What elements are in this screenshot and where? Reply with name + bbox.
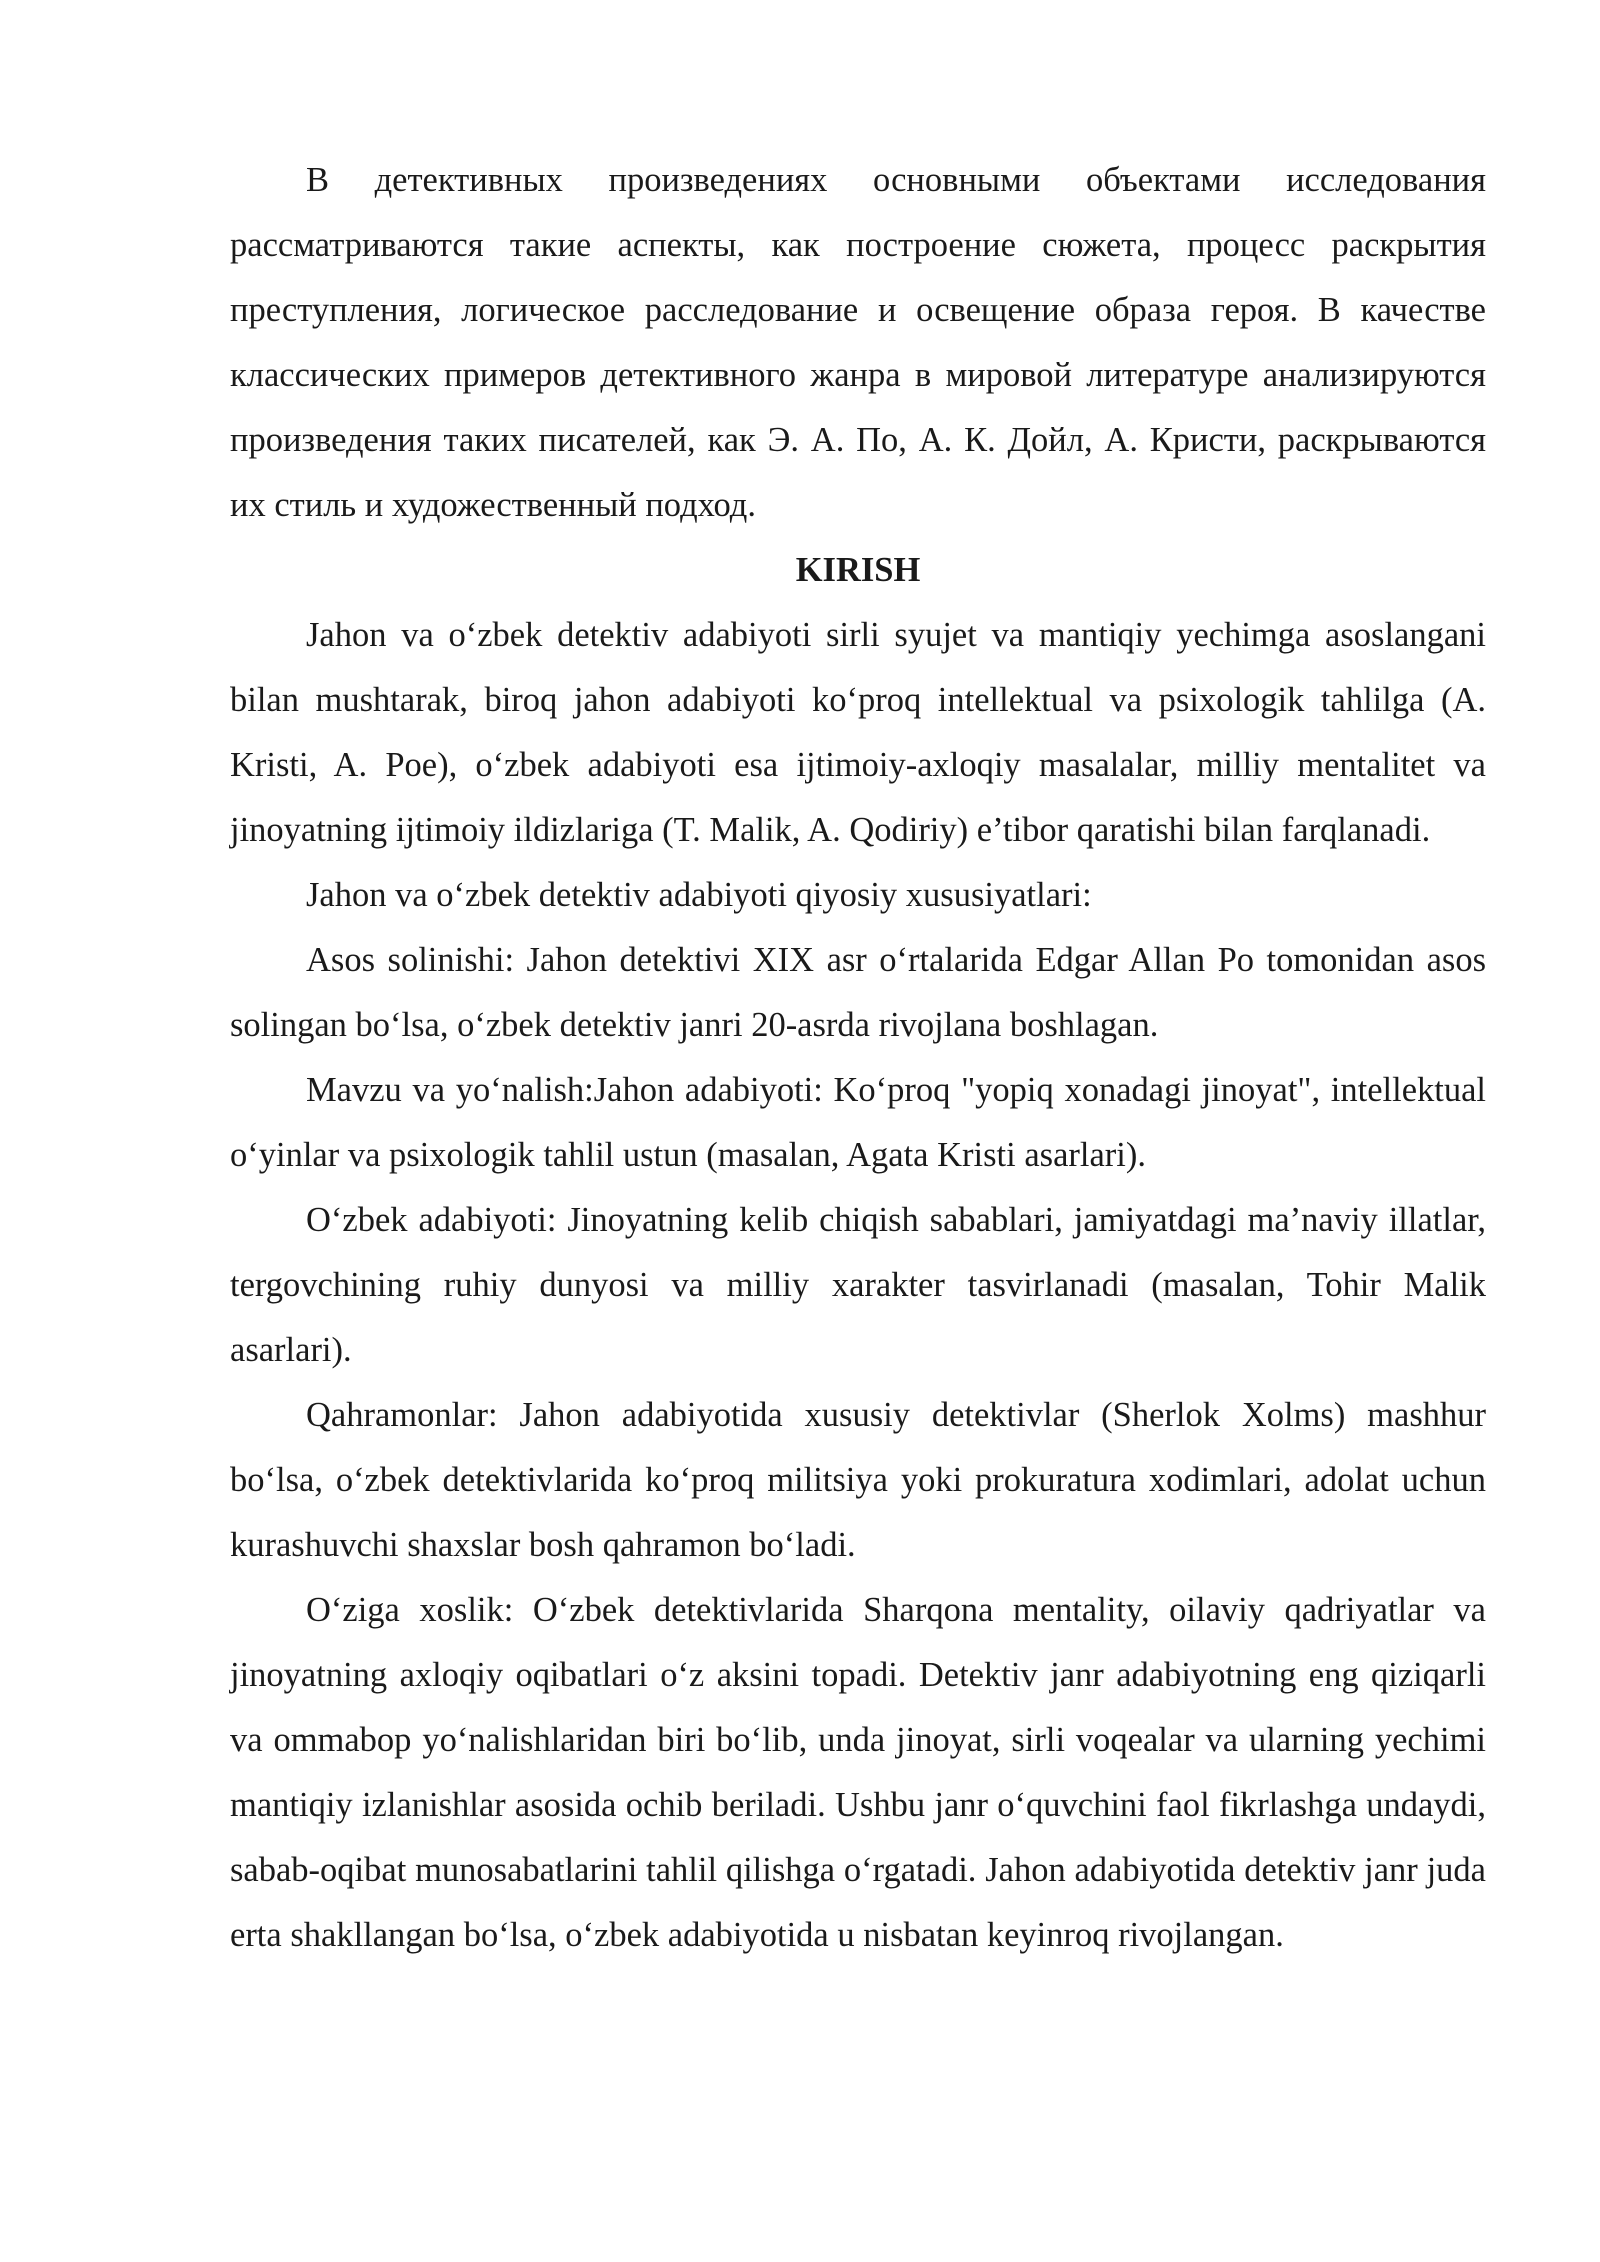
paragraph-uniqueness: O‘ziga xoslik: O‘zbek detektivlarida Sharqona mentality, oilaviy qadriyatlar va jinoyatning axloqiy oqibatlari o‘z aksini topadi. Detektiv janr adabiyotning eng qiziqarli va ommabop yo‘nalishlaridan biri bo‘lib, unda jinoyat, sirli voqealar va ularning yechimi mantiqiy izlanishlar asosida ochib beriladi. Ushbu janr o‘quvchini faol fikrlashga undaydi, sabab-oqibat munosabatlarini tahlil qilishga o‘rgatadi. Jahon adabiyotida detektiv janr juda erta shakllangan bo‘lsa, o‘zbek adabiyotida u nisbatan keyinroq rivojlangan.: [230, 1591, 1486, 1954]
paragraph-foundation: Asos solinishi: Jahon detektivi XIX asr o‘rtalarida Edgar Allan Po tomonidan asos solingan bo‘lsa, o‘zbek detektiv janri 20-asrda rivojlana boshlagan.: [230, 941, 1486, 1044]
paragraph-theme-direction: Mavzu va yo‘nalish:Jahon adabiyoti: Ko‘proq "yopiq xonadagi jinoyat", intellektual o‘yinlar va psixologik tahlil ustun (masalan, Agata Kristi asarlari).: [230, 1071, 1486, 1174]
paragraph-heroes: Qahramonlar: Jahon adabiyotida xususiy detektivlar (Sherlok Xolms) mashhur bo‘lsa, o‘zbek detektivlarida ko‘proq militsiya yoki prokuratura xodimlari, adolat uchun kurashuvchi shaxslar bosh qahramon bo‘ladi.: [230, 1396, 1486, 1564]
paragraph-comparison-summary: Jahon va o‘zbek detektiv adabiyoti sirli syujet va mantiqiy yechimga asoslangani bilan mushtarak, biroq jahon adabiyoti ko‘proq intellektual va psixologik tahlilga (A. Kristi, A. Poe), o‘zbek adabiyoti esa ijtimoiy-axloqiy masalalar, milliy mentalitet va jinoyatning ijtimoiy ildizlariga (T. Malik, A. Qodiriy) e’tibor qaratishi bilan farqlanadi.: [230, 616, 1486, 849]
document-body: [230, 148, 1486, 1968]
section-heading: KIRISH: [795, 551, 921, 589]
paragraph-uzbek-literature: O‘zbek adabiyoti: Jinoyatning kelib chiqish sabablari, jamiyatdagi ma’naviy illatlar, tergovchining ruhiy dunyosi va milliy xarakter tasvirlanadi (masalan, Tohir Malik asarlari).: [230, 1201, 1486, 1369]
paragraph-features-intro: Jahon va o‘zbek detektiv adabiyoti qiyosiy xususiyatlari:: [306, 876, 1092, 914]
intro-paragraph: В детективных произведениях основными объектами исследования рассматриваются такие аспекты, как построение сюжета, процесс раскрытия преступления, логическое расследование и освещение образа героя. В качестве классических примеров детективного жанра в мировой литературе анализируются произведения таких писателей, как Э. А. По, А. К. Дойл, А. Кристи, раскрываются их стиль и художественный подход.: [230, 161, 1486, 524]
